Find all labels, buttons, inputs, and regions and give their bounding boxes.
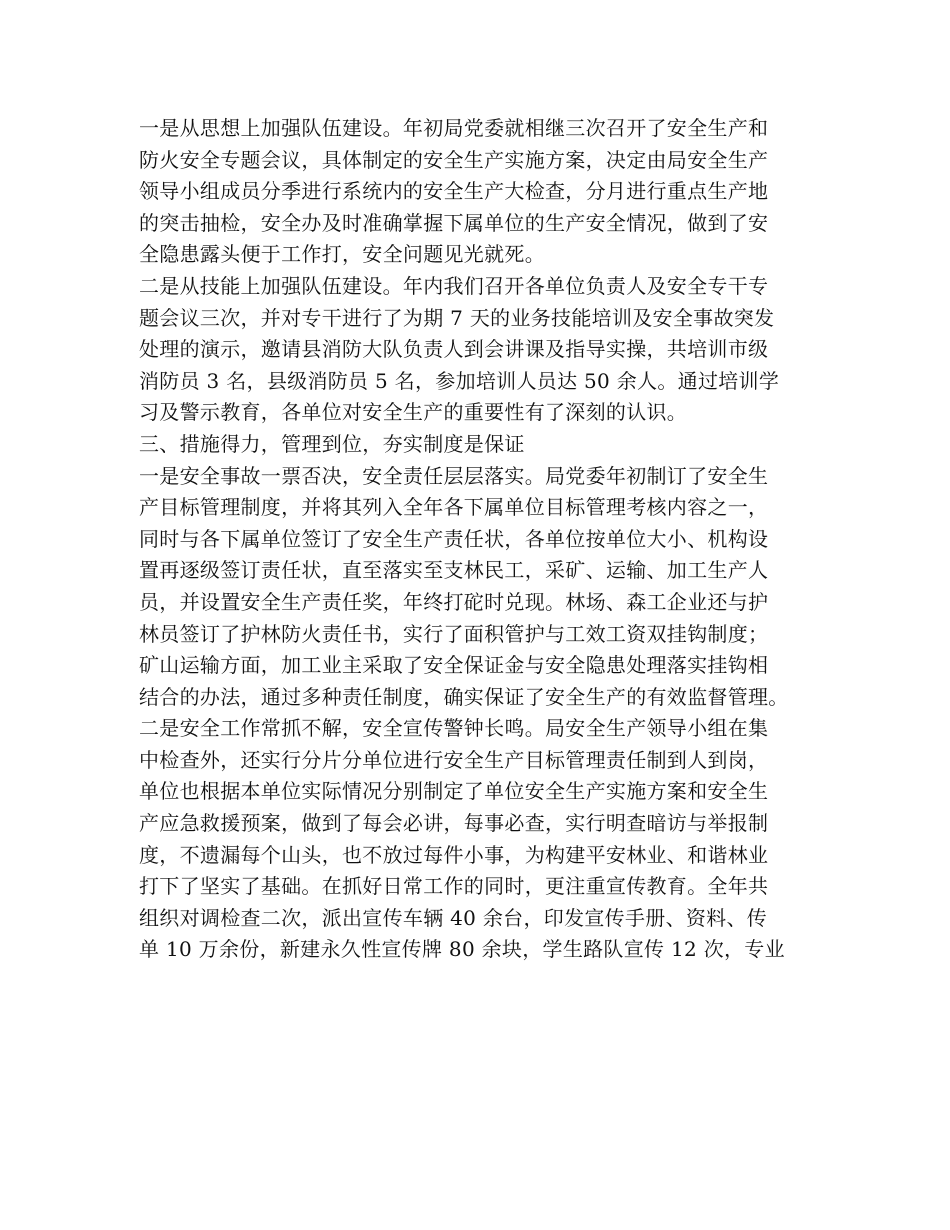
text-line: 度，不遗漏每个山头，也不放过每件小事，为构建平安林业、和谐林业: [139, 842, 769, 867]
text-line: 一是安全事故一票否决，安全责任层层落实。局党委年初制订了安全生: [139, 463, 769, 488]
text-line: 结合的办法，通过多种责任制度，确实保证了安全生产的有效监督管理。: [139, 684, 789, 709]
text-line: 二是从技能上加强队伍建设。年内我们召开各单位负责人及安全专干专: [139, 273, 769, 298]
text-line: 防火安全专题会议，具体制定的安全生产实施方案，决定由局安全生产: [139, 147, 769, 172]
text-line: 员，并设置安全生产责任奖，年终打砣时兑现。林场、森工企业还与护: [139, 589, 769, 614]
text-line: 产目标管理制度，并将其列入全年各下属单位目标管理考核内容之一，: [139, 495, 769, 520]
text-line: 题会议三次，并对专干进行了为期 7 天的业务技能培训及安全事故突发: [139, 305, 775, 330]
text-line: 一是从思想上加强队伍建设。年初局党委就相继三次召开了安全生产和: [139, 116, 769, 140]
text-line: 全隐患露头便于工作打，安全问题见光就死。: [139, 242, 545, 267]
text-line: 处理的演示，邀请县消防大队负责人到会讲课及指导实操，共培训市级: [139, 337, 769, 362]
text-line: 领导小组成员分季进行系统内的安全生产大检查，分月进行重点生产地: [139, 179, 769, 204]
text-line: 习及警示教育，各单位对安全生产的重要性有了深刻的认识。: [139, 400, 688, 425]
text-line: 三、措施得力，管理到位，夯实制度是保证: [139, 431, 525, 456]
text-line: 林员签订了护林防火责任书，实行了面积管护与工效工资双挂钩制度；: [139, 621, 769, 646]
text-line: 的突击抽检，安全办及时准确掌握下属单位的生产安全情况，做到了安: [139, 210, 769, 235]
text-line: 打下了坚实了基础。在抓好日常工作的同时，更注重宣传教育。全年共: [139, 874, 769, 899]
text-line: 同时与各下属单位签订了安全生产责任状，各单位按单位大小、机构设: [139, 526, 769, 551]
text-line: 二是安全工作常抓不解，安全宣传警钟长鸣。局安全生产领导小组在集: [139, 716, 769, 741]
text-line: 中检查外，还实行分片分单位进行安全生产目标管理责任制到人到岗，: [139, 747, 769, 772]
text-line: 消防员 3 名，县级消防员 5 名，参加培训人员达 50 余人。通过培训学: [139, 368, 780, 393]
text-line: 单位也根据本单位实际情况分别制定了单位安全生产实施方案和安全生: [139, 779, 769, 804]
text-line: 单 10 万余份，新建永久性宣传牌 80 余块，学生路队宣传 12 次，专业: [139, 937, 785, 962]
text-line: 产应急救援预案，做到了每会必讲，每事必查，实行明查暗访与举报制: [139, 811, 769, 836]
text-line: 组织对调检查二次，派出宣传车辆 40 余台，印发宣传手册、资料、传: [139, 905, 768, 930]
text-line: 矿山运输方面，加工业主采取了安全保证金与安全隐患处理落实挂钩相: [139, 653, 769, 678]
document-body: [139, 113, 839, 966]
text-line: 置再逐级签订责任状，直至落实至支林民工，采矿、运输、加工生产人: [139, 558, 769, 583]
